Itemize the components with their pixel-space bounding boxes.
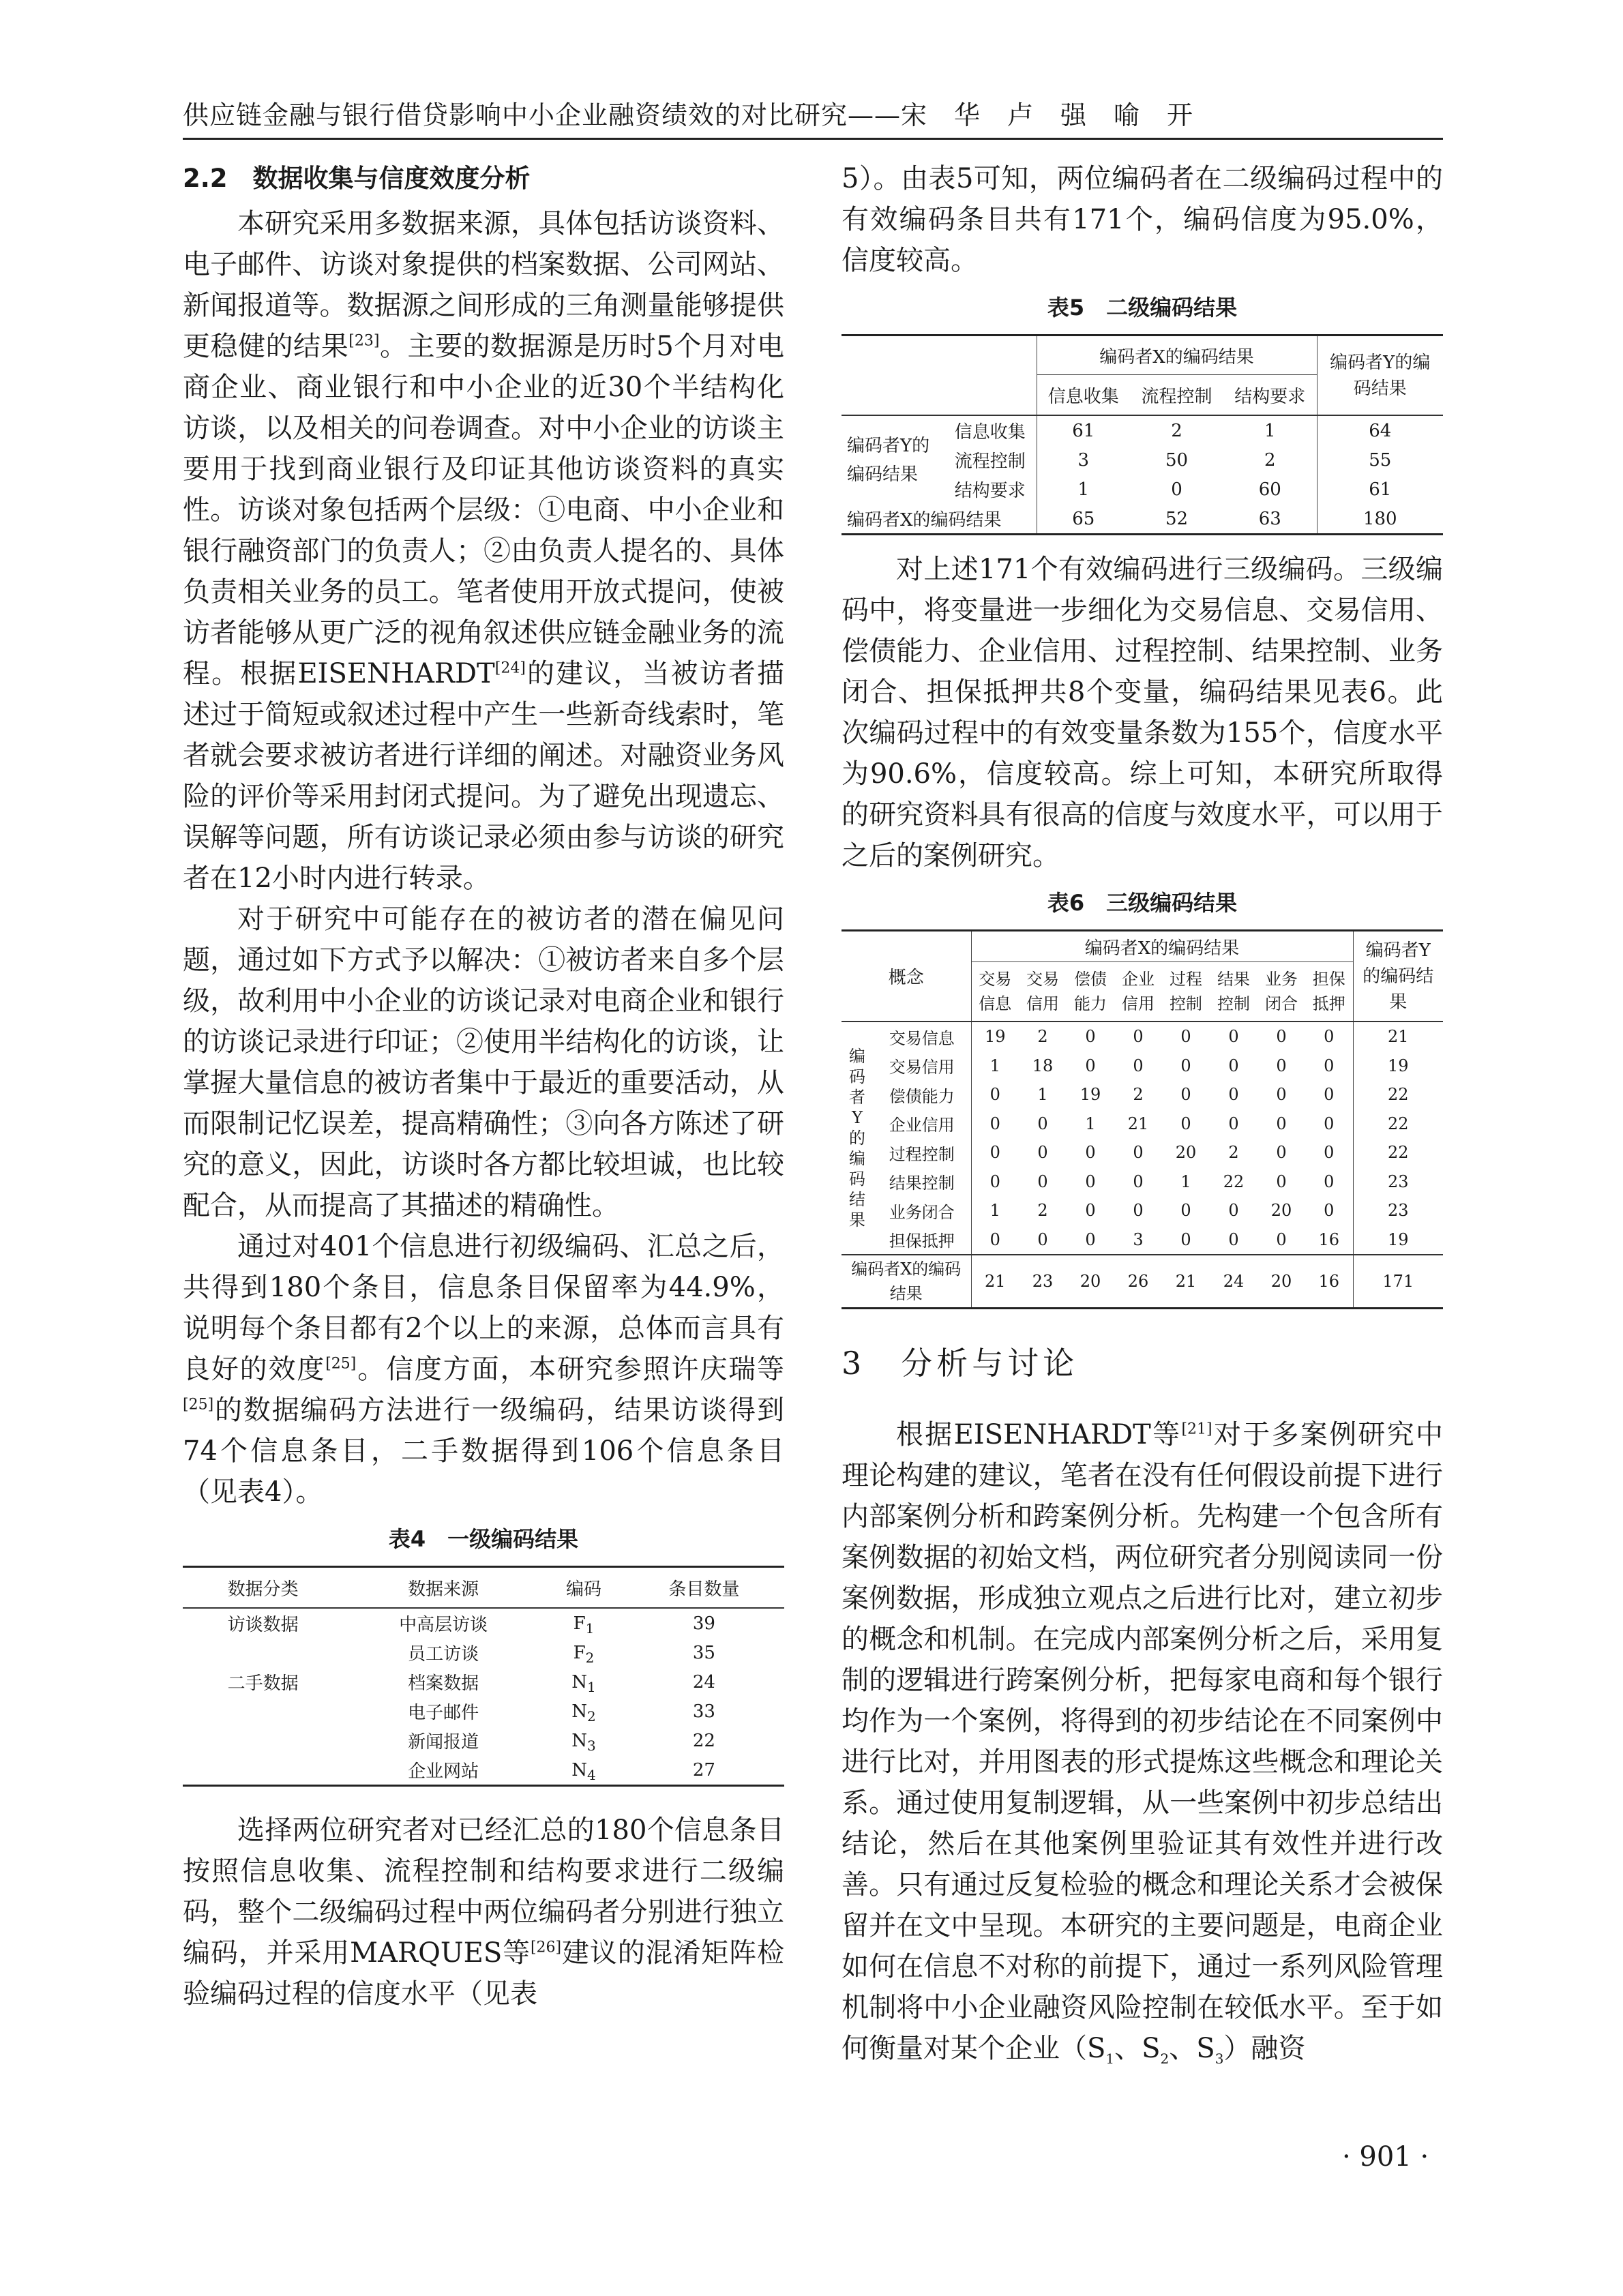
table-row: 结构要求 1 0 60 61 <box>842 475 1443 504</box>
table-6-concept-header: 概念 <box>842 931 971 1022</box>
section-heading-3: 3 分析与讨论 <box>842 1345 1079 1382</box>
left-column <box>183 158 784 2014</box>
table-4 <box>183 1566 784 1787</box>
citation-ref: [24] <box>494 659 526 677</box>
table-row: 访谈数据 中高层访谈 $F_1$ 39 <box>227 1613 715 1637</box>
table-6-caption: 表6 三级编码结果 <box>1047 890 1238 916</box>
table-header: 业务闭合 <box>1257 962 1305 1022</box>
citation-ref: [23] <box>348 332 380 350</box>
table-header: 结果控制 <box>1210 962 1257 1022</box>
table-header: 条目数量 <box>624 1567 784 1609</box>
page-number: · 901 · <box>1342 2141 1429 2173</box>
table-row: 业务闭合 1 2 0 0 0 0 20 0 23 <box>842 1196 1443 1225</box>
table-5-x-header: 编码者X的编码结果 <box>1037 336 1317 375</box>
table-row: 编码者X的编码结果 21 23 20 26 21 24 20 16 171 <box>842 1255 1443 1309</box>
table-5-row-group: 编码者Y的编码结果 <box>847 435 930 485</box>
table-row: 编 码 者 Y 的 编 码 结 果 交易信息 19 2 0 0 0 0 0 0 21 <box>842 1022 1443 1052</box>
citation-ref: [21] <box>1181 1420 1212 1438</box>
section-heading-2-2: 2.2 数据收集与信度效度分析 <box>183 164 531 193</box>
table-6-y-total-header: 编码者Y的编码结果 <box>1353 931 1443 1022</box>
table-header: 过程控制 <box>1162 962 1210 1022</box>
citation-ref: [26] <box>530 1939 562 1956</box>
paragraph-analysis: 根据EISENHARDT等[21]对于多案例研究中理论构建的建议，笔者在没有任何假设前提下进行内部案例分析和跨案例分析。先构建一个包含所有案例数据的初始文档，两位研究者分别阅读同一份案例数据，形成独立观点之后进行比对，建立初步的概念和机制。在完成内部案例分析之后，采用复制的逻辑进行跨案例分析，把每家电商和每个银行均作为一个案例，将得到的初步结论在不同案例中进行比对，并用图表的形式提炼这些概念和理论关系。通过使用复制逻辑，从一些案例中初步总结出结论，然后在其他案例里验证其有效性并进行改善。只有通过反复检验的概念和理论关系才会被保留并在文中呈现。本研究的主要问题是，电商企业如何在信息不对称的前提下，通过一系列风险管理机制将中小企业融资风险控制在较低水平。至于如何衡量对某个企业（$S_1$、$S_2$、$S_3$）融资 <box>842 1419 1443 2067</box>
table-6-row-group: 编 码 者 Y 的 编 码 结 果 <box>849 1047 865 1229</box>
table-5-foot-label: 编码者X的编码结果 <box>847 510 1002 531</box>
table-4-caption: 表4 一级编码结果 <box>388 1526 579 1552</box>
table-row: 过程控制 0 0 0 0 20 2 0 0 22 <box>842 1138 1443 1167</box>
paragraph-bias: 对于研究中可能存在的被访者的潜在偏见问题，通过如下方式予以解决：①被访者来自多个层级，故利用中小企业的访谈记录对电商企业和银行的访谈记录进行印证；②使用半结构化的访谈，让掌握大量信息的被访者集中于最近的重要活动，从而限制记忆误差，提高精确性；③向各方陈述了研究的意义，因此，访谈时各方都比较坦诚，也比较配合，从而提高了其描述的精确性。 <box>183 904 784 1221</box>
table-header: 信息收集 <box>1037 375 1130 416</box>
table-row: 偿债能力 0 1 19 2 0 0 0 0 22 <box>842 1080 1443 1109</box>
paragraph-third-coding: 对上述171个有效编码进行三级编码。三级编码中，将变量进一步细化为交易信息、交易信用、偿债能力、企业信用、过程控制、结果控制、业务闭合、担保抵押共8个变量，编码结果见表6。此次编码过程中的有效变量条数为155个，信度水平为90.6%，信度较高。综上可知，本研究所取得的研究资料具有很高的信度与效度水平，可以用于之后的案例研究。 <box>842 554 1443 871</box>
table-row: 员工访谈 $F_2$ 35 <box>408 1642 715 1666</box>
table-6-x-header: 编码者X的编码结果 <box>971 931 1353 962</box>
table-row: 编码者X的编码结果 65 52 63 180 <box>842 504 1443 535</box>
table-header: 担保抵押 <box>1305 962 1353 1022</box>
table-row: 企业网站 $N_4$ 27 <box>408 1759 715 1783</box>
table-header: 结构要求 <box>1223 375 1317 416</box>
table-row: 担保抵押 0 0 0 3 0 0 0 16 19 <box>842 1225 1443 1255</box>
running-header-text: 供应链金融与银行借贷影响中小企业融资绩效的对比研究——宋 华 卢 强 喻 开 <box>183 100 1194 130</box>
paragraph-data-sources: 本研究采用多数据来源，具体包括访谈资料、电子邮件、访谈对象提供的档案数据、公司网站、新闻报道等。数据源之间形成的三角测量能够提供更稳健的结果[23]。主要的数据源是历时5个月对电商企业、商业银行和中小企业的近30个半结构化访谈，以及相关的问卷调查。对中小企业的访谈主要用于找到商业银行及印证其他访谈资料的真实性。访谈对象包括两个层级：①电商、中小企业和银行融资部门的负责人；②由负责人提名的、具体负责相关业务的员工。笔者使用开放式提问，使被访者能够从更广泛的视角叙述供应链金融业务的流程。根据EISENHARDT[24]的建议，当被访者描述过于简短或叙述过程中产生一些新奇线索时，笔者就会要求被访者进行详细的阐述。对融资业务风险的评价等采用封闭式提问。为了避免出现遗忘、误解等问题，所有访谈记录必须由参与访谈的研究者在12小时内进行转录。 <box>183 208 784 894</box>
table-header: 交易信息 <box>971 962 1019 1022</box>
paragraph-reliability: 5）。由表5可知，两位编码者在二级编码过程中的有效编码条目共有171个，编码信度为95.0%，信度较高。 <box>842 163 1443 276</box>
paragraph-second-coding: 选择两位研究者对已经汇总的180个信息条目按照信息收集、流程控制和结构要求进行二级编码，整个二级编码过程中两位编码者分别进行独立编码，并采用MARQUES等[26]建议的混淆矩阵检验编码过程的信度水平（见表 <box>183 1815 784 2010</box>
table-row: 编码者Y的编码结果 信息收集 61 2 1 64 <box>842 415 1443 445</box>
table-header: 企业信用 <box>1114 962 1162 1022</box>
table-row: 企业信用 0 0 1 21 0 0 0 0 22 <box>842 1109 1443 1139</box>
table-row: 交易信用 1 18 0 0 0 0 0 0 19 <box>842 1052 1443 1081</box>
table-header: 偿债能力 <box>1067 962 1114 1022</box>
table-row: 结果控制 0 0 0 0 1 22 0 0 23 <box>842 1167 1443 1197</box>
table-row: 流程控制 3 50 2 55 <box>842 445 1443 475</box>
running-header <box>183 89 1443 140</box>
paragraph-coding: 通过对401个信息进行初级编码、汇总之后，共得到180个条目，信息条目保留率为44.9%，说明每个条目都有2个以上的来源，总体而言具有良好的效度[25]。信度方面，本研究参照许庆瑞等[25]的数据编码方法进行一级编码，结果访谈得到74个信息条目，二手数据得到106个信息条目（见表4）。 <box>183 1231 785 1508</box>
right-column <box>842 158 1443 2069</box>
table-header: 数据分类 <box>183 1567 343 1609</box>
citation-ref: [25] <box>183 1396 214 1414</box>
table-row: 电子邮件 $N_2$ 33 <box>408 1701 715 1725</box>
table-header: 编码 <box>544 1567 624 1609</box>
table-5-caption: 表5 二级编码结果 <box>1047 295 1238 320</box>
table-5 <box>842 334 1443 535</box>
table-row: 二手数据 档案数据 $N_1$ 24 <box>227 1671 715 1695</box>
table-header: 交易信用 <box>1019 962 1067 1022</box>
table-6-foot-label: 编码者X的编码结果 <box>842 1255 971 1309</box>
table-row: 新闻报道 $N_3$ 22 <box>408 1730 715 1754</box>
table-5-y-total-header: 编码者Y的编码结果 <box>1317 336 1443 416</box>
table-header: 数据来源 <box>343 1567 544 1609</box>
table-6 <box>842 929 1443 1309</box>
table-header: 流程控制 <box>1130 375 1223 416</box>
citation-ref: [25] <box>325 1355 357 1373</box>
